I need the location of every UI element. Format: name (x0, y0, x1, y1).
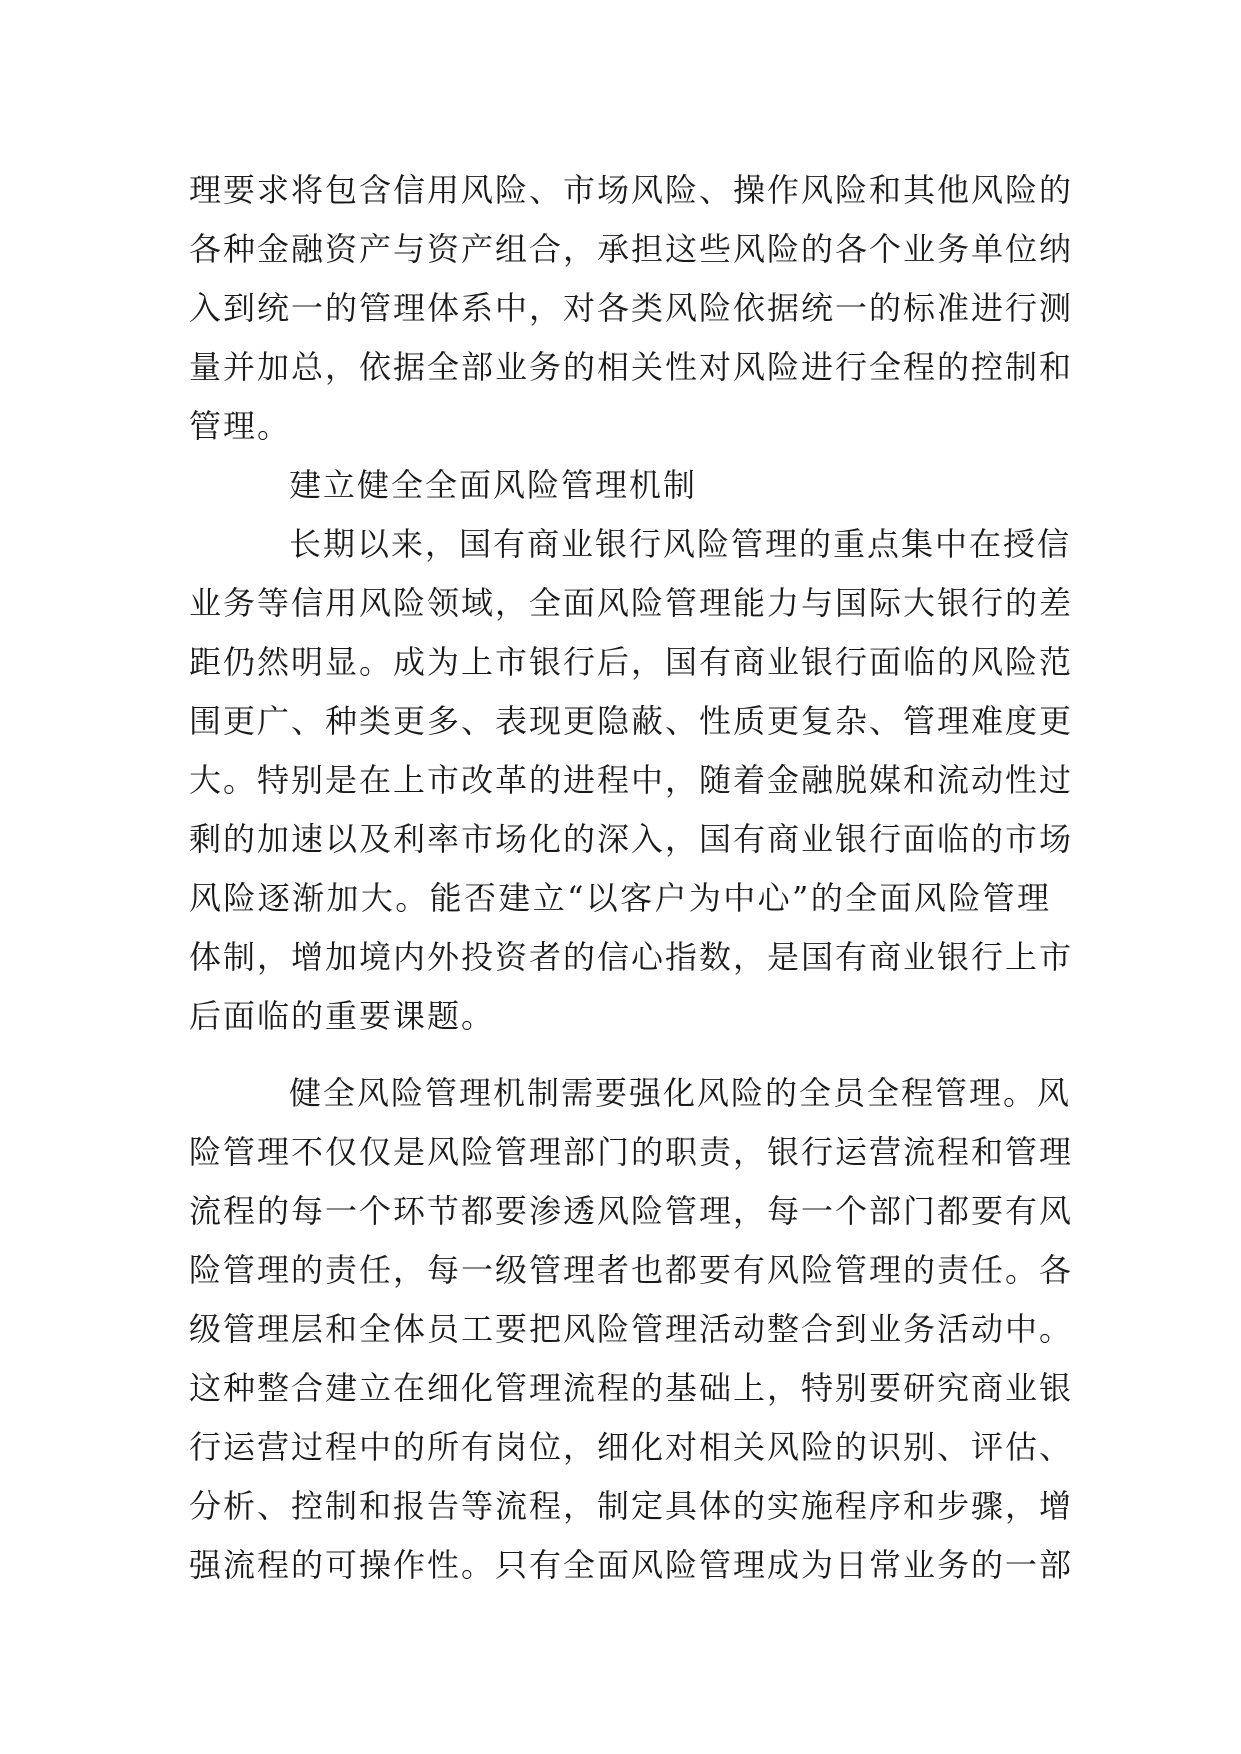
paragraph-line: 行运营过程中的所有岗位，细化对相关风险的识别、评估、 (189, 1428, 1074, 1466)
paragraph-line: 围更广、种类更多、表现更隐蔽、性质更复杂、管理难度更 (189, 702, 1074, 740)
paragraph-line: 风险逐渐加大。能否建立“以客户为中心”的全面风险管理 (189, 879, 1051, 917)
paragraph-line: 分析、控制和报告等流程，制定具体的实施程序和步骤，增 (189, 1487, 1074, 1525)
paragraph-line: 流程的每一个环节都要渗透风险管理，每一个部门都要有风 (189, 1192, 1074, 1230)
section-heading: 建立健全全面风险管理机制 (289, 466, 698, 504)
paragraph-line: 剩的加速以及利率市场化的深入，国有商业银行面临的市场 (189, 820, 1074, 858)
paragraph-line: 体制，增加境内外投资者的信心指数，是国有商业银行上市 (189, 938, 1074, 976)
paragraph-line: 健全风险管理机制需要强化风险的全员全程管理。风 (289, 1074, 1072, 1112)
paragraph-line: 这种整合建立在细化管理流程的基础上，特别要研究商业银 (189, 1369, 1074, 1407)
paragraph-line: 大。特别是在上市改革的进程中，随着金融脱媒和流动性过 (189, 761, 1074, 799)
paragraph-line: 距仍然明显。成为上市银行后，国有商业银行面临的风险范 (189, 643, 1074, 681)
paragraph-line: 后面临的重要课题。 (189, 997, 496, 1035)
paragraph-line: 险管理的责任，每一级管理者也都要有风险管理的责任。各 (189, 1251, 1074, 1289)
paragraph-line: 理要求将包含信用风险、市场风险、操作风险和其他风险的 (189, 171, 1074, 209)
paragraph-line: 业务等信用风险领域，全面风险管理能力与国际大银行的差 (189, 584, 1074, 622)
paragraph-line: 入到统一的管理体系中，对各类风险依据统一的标准进行测 (189, 289, 1074, 327)
paragraph-line: 管理。 (189, 407, 292, 445)
paragraph-line: 强流程的可操作性。只有全面风险管理成为日常业务的一部 (189, 1546, 1074, 1584)
paragraph-line: 级管理层和全体员工要把风险管理活动整合到业务活动中。 (189, 1310, 1074, 1348)
paragraph-line: 各种金融资产与资产组合，承担这些风险的各个业务单位纳 (189, 230, 1074, 268)
paragraph-line: 长期以来，国有商业银行风险管理的重点集中在授信 (289, 525, 1072, 563)
paragraph-line: 险管理不仅仅是风险管理部门的职责，银行运营流程和管理 (189, 1133, 1074, 1171)
paragraph-line: 量并加总，依据全部业务的相关性对风险进行全程的控制和 (189, 348, 1074, 386)
